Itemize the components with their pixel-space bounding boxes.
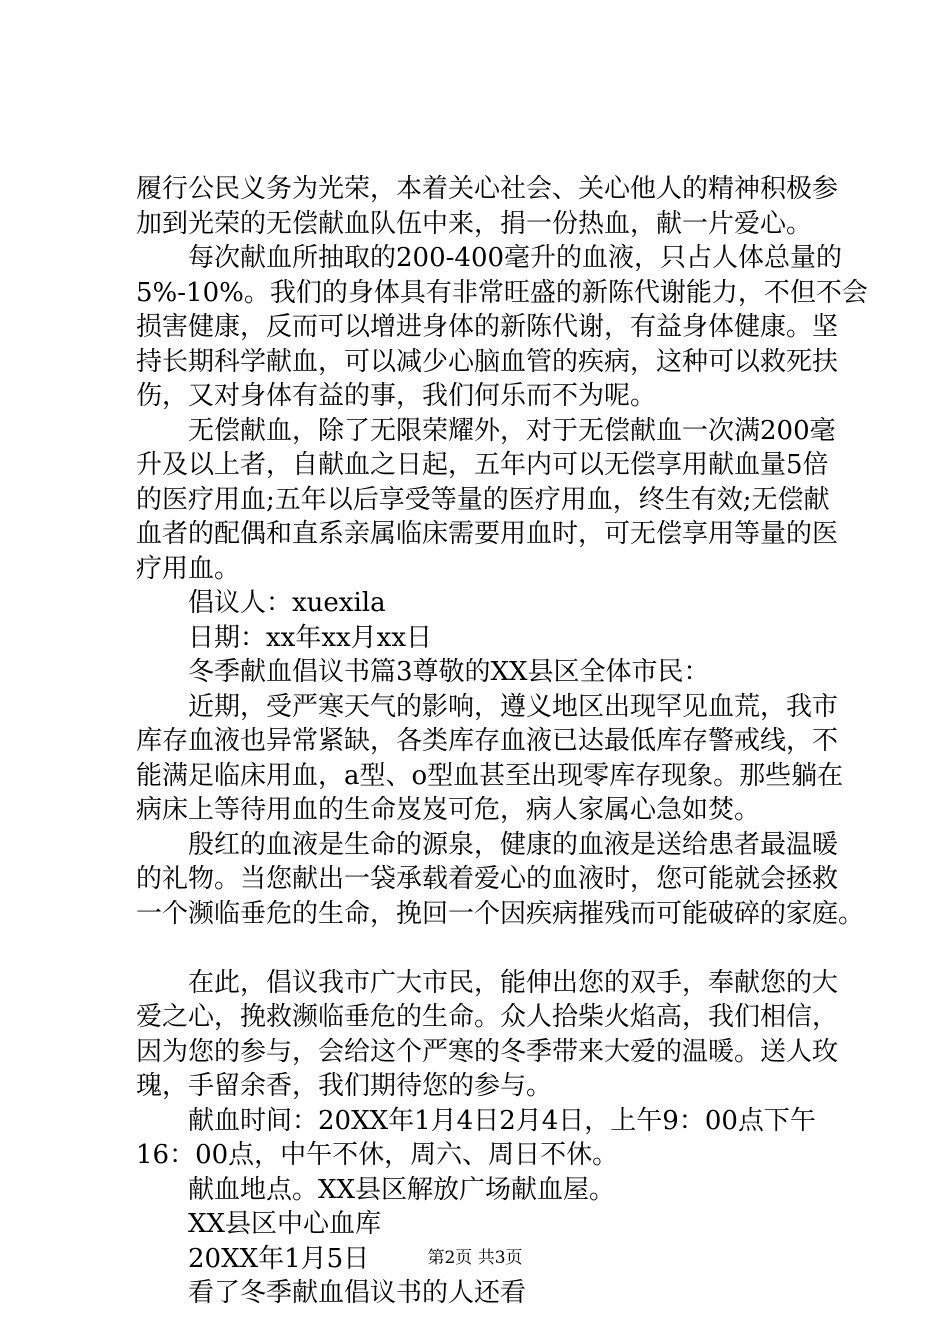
text-line: 近期，受严寒天气的影响，遵义地区出现罕见血荒，我市 — [136, 691, 839, 722]
text-line: 倡议人：xuexila — [136, 588, 386, 618]
text-line: 伤，又对身体有益的事，我们何乐而不为呢。 — [136, 381, 657, 411]
text-line: 16：00点，中午不休，周六、周日不休。 — [136, 1140, 619, 1170]
text-line: 献血地点。XX县区解放广场献血屋。 — [136, 1174, 616, 1205]
text-line: 无偿献血，除了无限荣耀外，对于无偿献血一次满200毫 — [136, 415, 836, 446]
text-line: 疗用血。 — [136, 553, 241, 584]
text-line: 的医疗用血;五年以后享受等量的医疗用血，终生有效;无偿献 — [136, 484, 830, 515]
text-line: 因为您的参与，会给这个严寒的冬季带来大爱的温暖。送人玫 — [136, 1036, 839, 1067]
text-line: 在此，倡议我市广大市民，能伸出您的双手，奉献您的大 — [136, 967, 839, 998]
page-footer: 第2页 共3页 — [427, 1248, 523, 1268]
text-line: 升及以上者，自献血之日起，五年内可以无偿享用献血量5倍 — [136, 450, 829, 480]
text-line: 履行公民义务为光荣，本着关心社会、关心他人的精神积极参 — [136, 174, 839, 204]
document-body — [136, 172, 868, 1311]
text-line: 20XX年1月5日 — [136, 1243, 370, 1274]
text-line: 病床上等待用血的生命岌岌可危，病人家属心急如焚。 — [136, 795, 761, 825]
text-line: 献血时间：20XX年1月4日2月4日，上午9：00点下午 — [136, 1105, 816, 1136]
text-line: 瑰，手留余香，我们期待您的参与。 — [136, 1071, 553, 1101]
text-line: 加到光荣的无偿献血队伍中来，捐一份热血，献一片爱心。 — [136, 208, 813, 239]
text-line: 能满足临床用血，a型、o型血甚至出现零库存现象。那些躺在 — [136, 760, 844, 791]
text-line: 爱之心，挽救濒临垂危的生命。众人拾柴火焰高，我们相信， — [136, 1002, 839, 1032]
text-line: 损害健康，反而可以增进身体的新陈代谢，有益身体健康。坚 — [136, 312, 839, 342]
text-line: 看了冬季献血倡议书的人还看 — [136, 1278, 527, 1308]
text-line: 冬季献血倡议书篇3尊敬的XX县区全体市民： — [136, 657, 710, 687]
text-line — [136, 931, 836, 966]
text-line: 日期：xx年xx月xx日 — [136, 622, 432, 653]
text-line: 5%-10%。我们的身体具有非常旺盛的新陈代谢能力，不但不会 — [136, 277, 868, 308]
text-line: 一个濒临垂危的生命，挽回一个因疾病摧残而可能破碎的家庭。 — [136, 898, 865, 929]
text-line: 血者的配偶和直系亲属临床需要用血时，可无偿享用等量的医 — [136, 519, 839, 549]
text-line: XX县区中心血库 — [136, 1209, 382, 1239]
text-line: 殷红的血液是生命的源泉，健康的血液是送给患者最温暖 — [136, 829, 839, 860]
text-line: 持长期科学献血，可以减少心脑血管的疾病，这种可以救死扶 — [136, 346, 839, 377]
text-line: 每次献血所抽取的200-400毫升的血液，只占人体总量的 — [136, 243, 843, 273]
text-line: 库存血液也异常紧缺，各类库存血液已达最低库存警戒线，不 — [136, 726, 839, 756]
text-line: 的礼物。当您献出一袋承载着爱心的血液时，您可能就会拯救 — [136, 864, 839, 894]
